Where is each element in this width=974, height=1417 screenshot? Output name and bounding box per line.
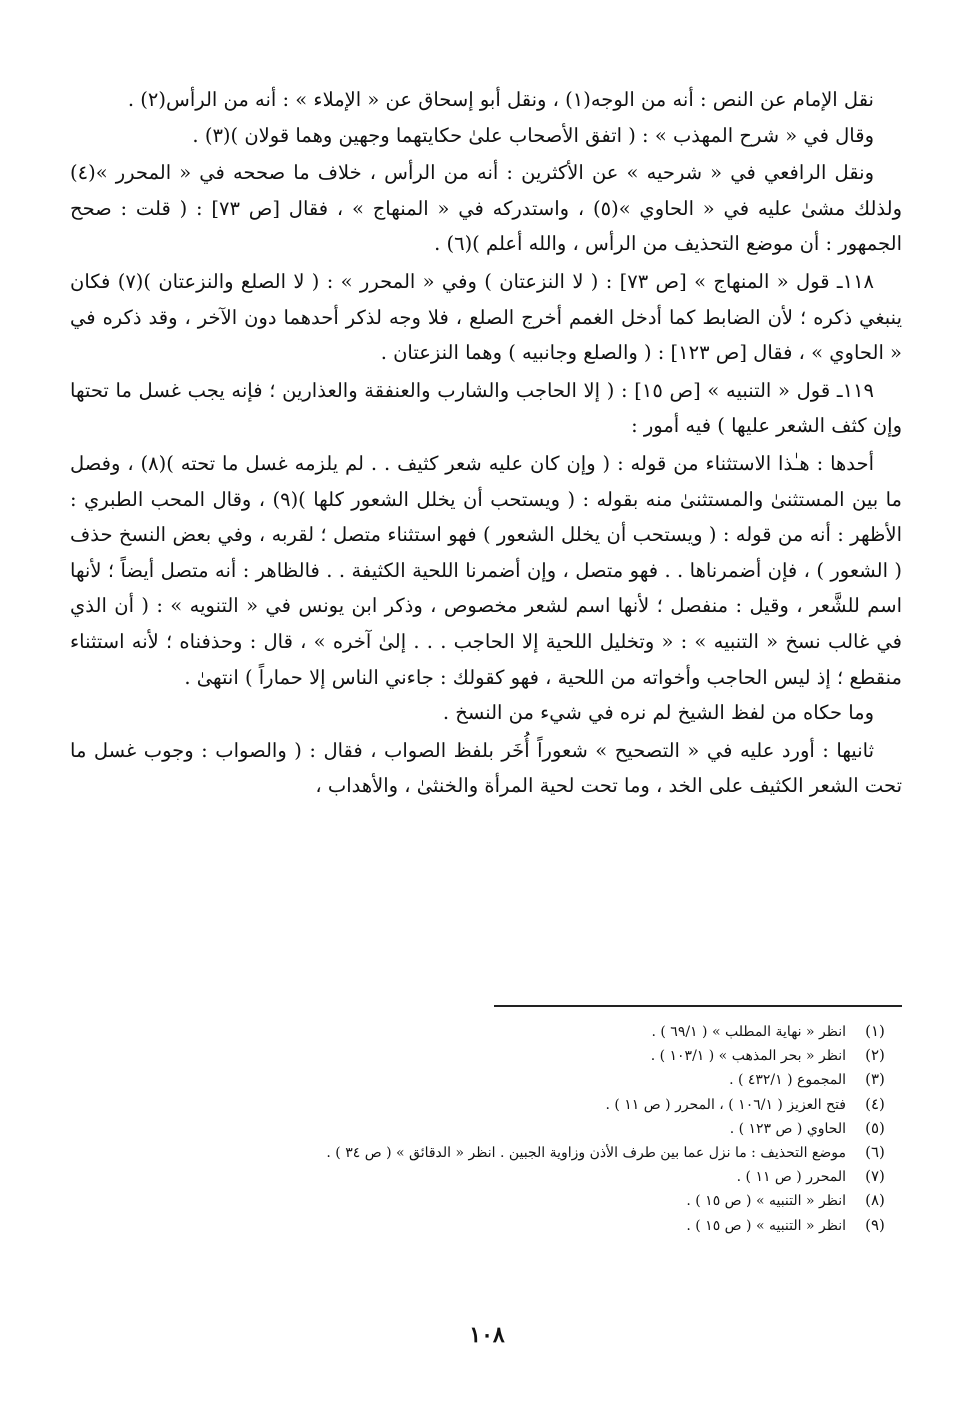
footnote-number: (٩)	[865, 1215, 885, 1234]
footnote-number: (٣)	[865, 1070, 885, 1089]
footnotes	[70, 1020, 904, 1238]
paragraph-6-first-point: أحدها : هـٰذا الاستثناء من قوله : ( وإن كان عليه شعر كثيف . . لم يلزمه غسل ما تحته )(٨) ، وفصل ما بين المستثنىٰ والمستثنىٰ منه بقوله : ( ويستحب أن يخلل الشعور كلها )(٩) ، وقال المحب الطبري : الأظهر : أنه من قوله : ( ويستحب أن يخلل الشعور ) فهو استثناء متصل ؛ لقربه ، وفي بعض النسخ حذف ( الشعور ) ، فإن أضمرناها . . فهو متصل ، وإن أضمرنا اللحية الكثيفة . . فالظاهر : أنه متصل أيضاً ؛ لأنها اسم للشَّعر ، وقيل : منفصل ؛ لأنها اسم لشعر مخصوص ، وذكر ابن يونس في « التنويه » : ( أن الذي في غالب نسخ « التنبيه » : « وتخليل اللحية إلا الحاجب . . . إلىٰ آخره » ، قال : وحذفناه ؛ لأنه استثناء منقطع ؛ إذ ليس الحاجب وأخواته من اللحية ، فهو كقولك : جاءني الناس إلا حماراً ) انتهىٰ .	[70, 451, 902, 689]
footnote-number: (٨)	[865, 1191, 885, 1210]
footnote-number: (١)	[865, 1022, 885, 1040]
footnote-text: انظر « نهاية المطلب » ( ٦٩/١ ) .	[651, 1024, 846, 1040]
footnote	[70, 1068, 904, 1092]
footnote	[70, 1020, 904, 1044]
paragraph-2: وقال في « شرح المهذب » : ( اتفق الأصحاب علىٰ حكايتهما وجهين وهما قولان )(٣) .	[192, 123, 874, 147]
paragraph-4-item-118: ١١٨ـ قول « المنهاج » [ص ٧٣] : ( لا النزعتان ) وفي « المحرر » : ( لا الصلع والنزعتان )(٧) فكان ينبغي ذكره ؛ لأن الضابط كما أدخل الغمم أخرج الصلع ، فلا وجه لذكر أحدهما دون الآخر ، وقد ذكره في « الحاوي » ، فقال [ص ١٢٣] : ( والصلع وجانبيه ) وهما النزعتان .	[70, 269, 902, 365]
footnote-text: المجموع ( ٤٣٢/١ ) .	[729, 1072, 846, 1089]
footnote-text: موضع التحذيف : ما نزل عما بين طرف الأذن وزاوية الجبين . انظر « الدقائق » ( ص ٣٤ ) .	[326, 1145, 846, 1162]
footnote-text: انظر « التنبيه » ( ص ١٥ ) .	[686, 1217, 846, 1234]
footnote-text: المحرر ( ص ١١ ) .	[736, 1169, 846, 1186]
footnote-text: الحاوي ( ص ١٢٣ ) .	[729, 1120, 846, 1137]
footnote	[70, 1165, 904, 1189]
footnote	[70, 1141, 904, 1165]
paragraph-1: نقل الإمام عن النص : أنه من الوجه(١) ، ونقل أبو إسحاق عن « الإملاء » : أنه من الرأس(٢) .	[127, 88, 874, 111]
paragraph-3: ونقل الرافعي في « شرحيه » عن الأكثرين : أنه من الرأس ، خلاف ما صححه في « المحرر »(٤) ولذلك مشىٰ عليه في « الحاوي »(٥) ، واستدركه في « المنهاج » ، فقال [ص ٧٣] : ( قلت : صحح الجمهور : أن موضع التحذيف من الرأس ، والله أعلم )(٦) .	[70, 161, 903, 256]
footnote-number: (٦)	[865, 1143, 885, 1162]
main-text	[70, 82, 902, 804]
footnote	[70, 1093, 904, 1117]
footnote-separator	[494, 1005, 902, 1007]
paragraph-5-item-119: ١١٩ـ قول « التنبيه » [ص ١٥] : ( إلا الحاجب والشارب والعنفقة والعذارين ؛ فإنه يجب غسل ما تحتها وإن كثف الشعر عليها ) فيه أمور :	[70, 378, 902, 438]
footnote	[70, 1117, 904, 1141]
paragraph-8-second-point: ثانيها : أورد عليه في « التصحيح » شعوراً أُخَر بلفظ الصواب ، فقال : ( والصواب : وجوب غسل ما تحت الشعر الكثيف على الخد ، وما تحت لحية المرأة والخنثىٰ ، والأهداب ،	[70, 738, 902, 798]
footnote	[70, 1044, 904, 1068]
page-number: ١٠٨	[469, 1322, 505, 1348]
footnote-number: (٧)	[865, 1167, 885, 1186]
footnote-text: انظر « بحر المذهب » ( ١٠٣/١ ) .	[650, 1048, 846, 1065]
footnote-text: انظر « التنبيه » ( ص ١٥ ) .	[686, 1193, 846, 1210]
paragraph-7: وما حكاه من لفظ الشيخ لم نره في شيء من النسخ .	[442, 701, 874, 725]
footnote-text: فتح العزيز ( ١٠٦/١ ) ، المحرر ( ص ١١ ) .	[605, 1096, 846, 1113]
footnote-number: (٥)	[865, 1118, 885, 1137]
footnote-number: (٢)	[865, 1046, 885, 1065]
footnote	[70, 1189, 904, 1213]
footnote-number: (٤)	[865, 1094, 885, 1113]
footnote	[70, 1214, 904, 1238]
